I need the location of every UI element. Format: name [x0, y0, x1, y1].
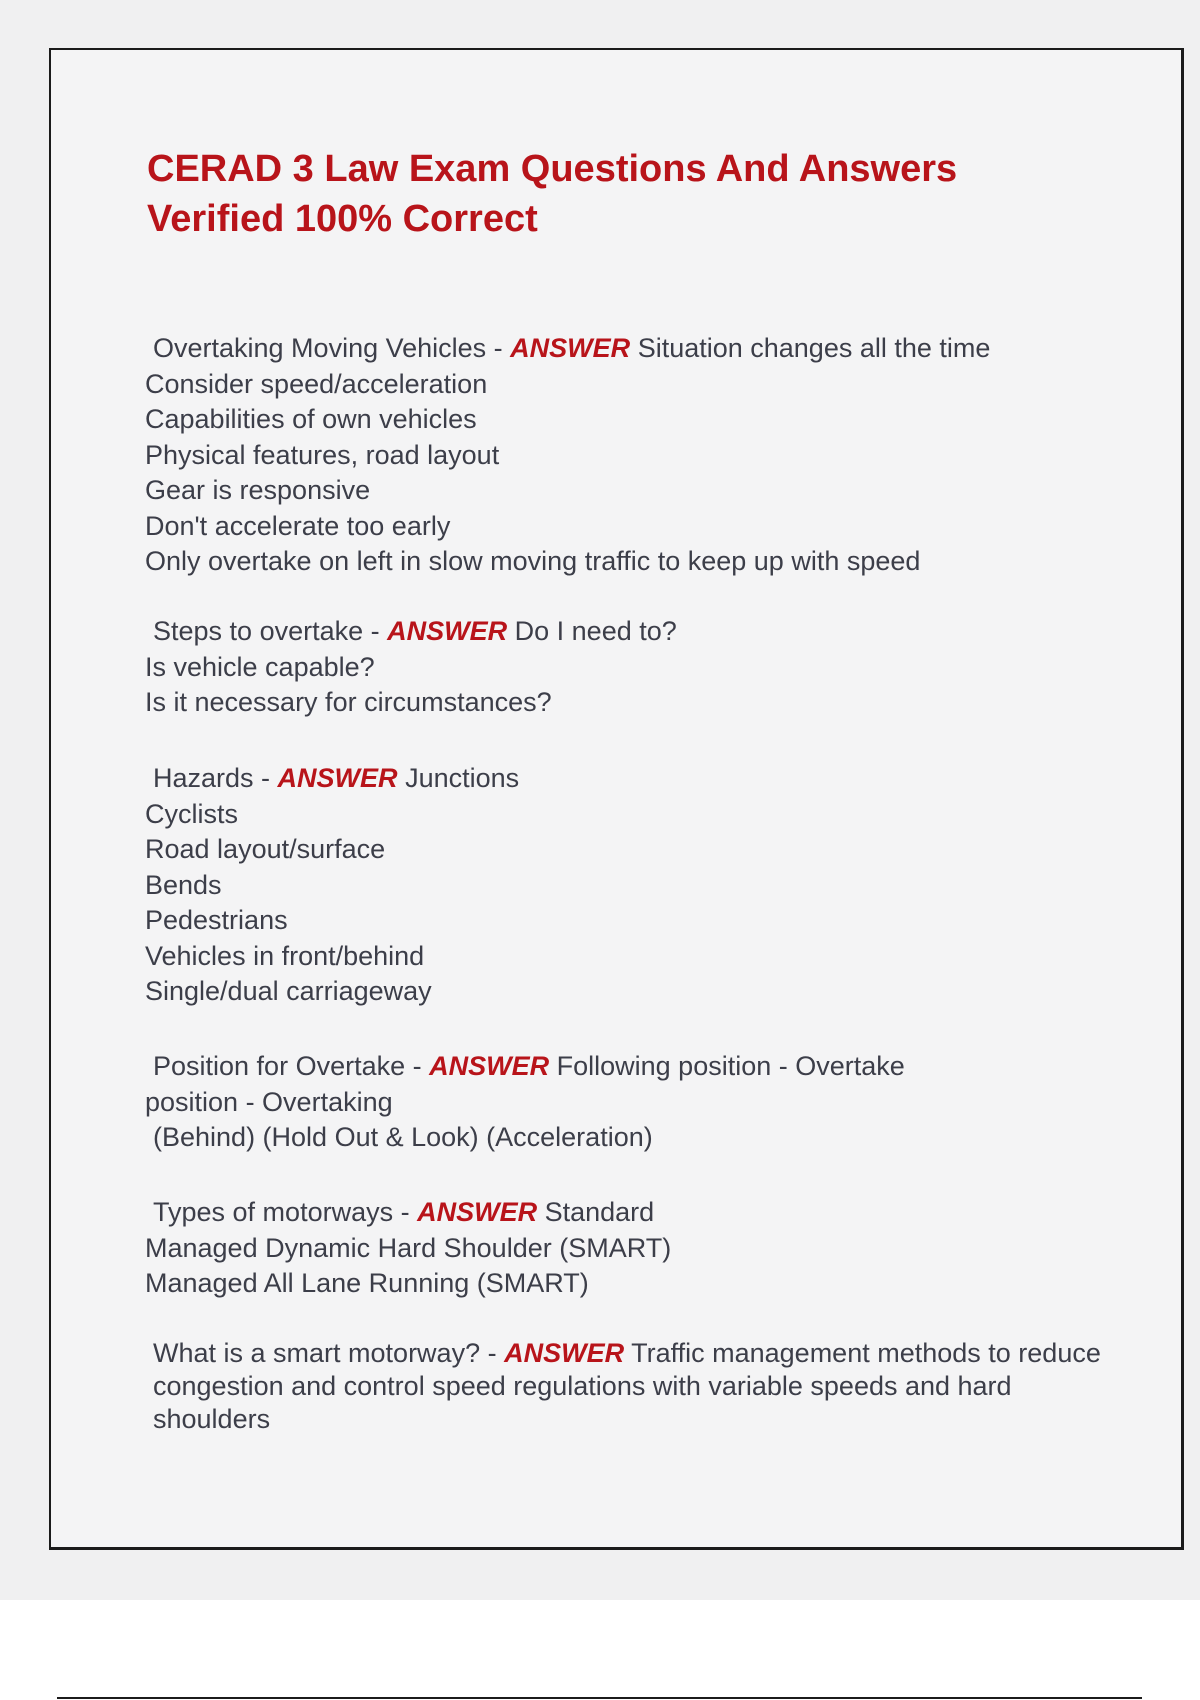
answer-line: Capabilities of own vehicles: [145, 404, 477, 434]
question-line: [145, 614, 1125, 650]
answer-label: ANSWER: [510, 333, 631, 363]
answer-line: Pedestrians: [145, 905, 288, 935]
answer-label: ANSWER: [277, 763, 398, 793]
answer-line: Single/dual carriageway: [145, 976, 432, 1006]
qa-block-6: [145, 1337, 1135, 1436]
question-line: [145, 331, 1125, 367]
answer-label: ANSWER: [504, 1338, 625, 1368]
question-line: [145, 1049, 1125, 1085]
answer-text: Do I need to?: [514, 616, 677, 646]
page-divider: [57, 1697, 1142, 1699]
answer-text: Junctions: [405, 763, 520, 793]
answer-text: Following position - Overtake: [556, 1051, 905, 1081]
answer-line: Cyclists: [145, 798, 238, 829]
question-text: Position for Overtake -: [153, 1051, 430, 1081]
answer-line: Road layout/surface: [145, 834, 386, 864]
question-text: Overtaking Moving Vehicles -: [153, 333, 511, 363]
answer-line: Is vehicle capable?: [145, 651, 375, 682]
question-line: [145, 1195, 1125, 1231]
answer-line: Is it necessary for circumstances?: [145, 687, 552, 717]
answer-text: Situation changes all the time: [637, 333, 991, 363]
qa-block-5: [145, 1195, 1125, 1302]
qa-block-4: [145, 1049, 1125, 1156]
answer-text: Standard: [544, 1197, 655, 1227]
answer-line: Consider speed/acceleration: [145, 368, 488, 399]
answer-line: Only overtake on left in slow moving traffic to keep up with speed: [145, 546, 921, 576]
answer-text: Traffic management methods to reduce congestion and control speed regulations with variable speeds and hard shoulders: [153, 1338, 1101, 1434]
answer-line: Bends: [145, 869, 222, 900]
qa-block-1: [145, 331, 1125, 580]
answer-line: Vehicles in front/behind: [145, 940, 425, 971]
answer-label: ANSWER: [387, 616, 508, 646]
question-line: [145, 1337, 1135, 1436]
question-text: What is a smart motorway? -: [153, 1338, 505, 1368]
answer-line: Physical features, road layout: [145, 439, 500, 470]
document-page: [49, 48, 1184, 1550]
document-title: CERAD 3 Law Exam Questions And Answers Verified 100% Correct: [147, 148, 958, 240]
answer-label: ANSWER: [429, 1051, 550, 1081]
answer-line: Managed All Lane Running (SMART): [145, 1268, 589, 1298]
answer-line: Gear is responsive: [145, 475, 371, 505]
question-text: Steps to overtake -: [153, 616, 388, 646]
answer-line: Managed Dynamic Hard Shoulder (SMART): [145, 1232, 672, 1263]
answer-line: (Behind) (Hold Out & Look) (Acceleration): [153, 1122, 653, 1152]
answer-line: position - Overtaking: [145, 1086, 393, 1117]
answer-label: ANSWER: [417, 1197, 538, 1227]
question-line: [145, 761, 1125, 797]
qa-block-2: [145, 614, 1125, 721]
question-text: Hazards -: [153, 763, 278, 793]
qa-block-3: [145, 761, 1125, 1010]
question-text: Types of motorways -: [153, 1197, 418, 1227]
answer-line: Don't accelerate too early: [145, 510, 451, 541]
